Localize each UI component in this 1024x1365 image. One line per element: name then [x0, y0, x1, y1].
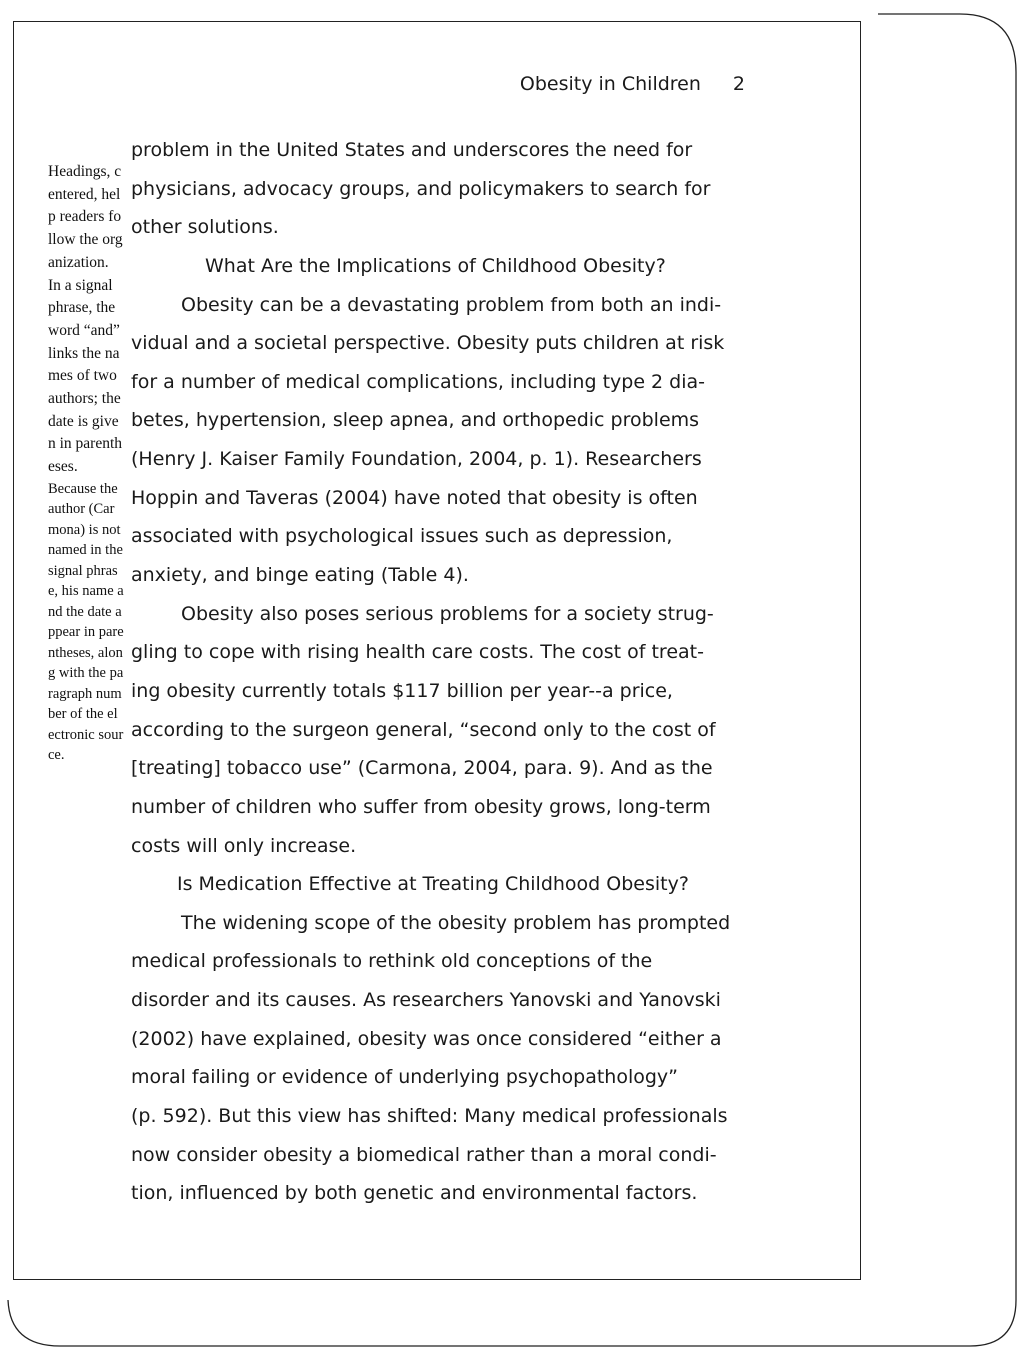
- body-line: vidual and a societal perspective. Obesity puts children at risk: [131, 332, 725, 355]
- margin-note-headings: Headings, centered, help readers follow the organization.: [48, 163, 123, 271]
- body-line: problem in the United States and underscores the need for: [131, 139, 693, 161]
- body-line: moral failing or evidence of underlying psychopathology”: [131, 1066, 679, 1089]
- document-page: [13, 21, 861, 1280]
- body-line: according to the surgeon general, “second only to the cost of: [131, 718, 716, 741]
- running-head-title: Obesity in Children: [519, 73, 701, 95]
- body-line: (Henry J. Kaiser Family Foundation, 2004, p. 1). Researchers: [131, 448, 702, 471]
- margin-annotations: [48, 161, 124, 766]
- body-line: gling to cope with rising health care costs. The cost of treat-: [131, 641, 704, 664]
- body-line: Obesity can be a devastating problem from both an indi-: [181, 293, 722, 316]
- margin-note-citation: Because the author (Carmona) is not named in the signal phrase, his name and the date appear in parentheses, along with the paragraph number of the electronic source.: [48, 480, 124, 764]
- section-heading-medication: Is Medication Effective at Treating Childhood Obesity?: [177, 873, 689, 896]
- body-line: The widening scope of the obesity problem has prompted: [181, 911, 731, 934]
- body-line: medical professionals to rethink old conceptions of the: [131, 950, 653, 973]
- body-line: number of children who suffer from obesity grows, long-term: [131, 795, 711, 818]
- body-text: [131, 131, 771, 1213]
- body-line: [treating] tobacco use” (Carmona, 2004, para. 9). And as the: [131, 757, 713, 780]
- body-line: (2002) have explained, obesity was once considered “either a: [131, 1027, 722, 1050]
- body-line: (p. 592). But this view has shifted: Many medical professionals: [131, 1105, 728, 1128]
- body-line: ing obesity currently totals $117 billion per year--a price,: [131, 679, 673, 702]
- body-line: now consider obesity a biomedical rather than a moral condi-: [131, 1143, 717, 1166]
- body-line: anxiety, and binge eating (Table 4).: [131, 564, 469, 587]
- running-head: [520, 73, 745, 95]
- body-line: costs will only increase.: [131, 834, 357, 857]
- body-line: other solutions.: [131, 216, 279, 239]
- body-line: physicians, advocacy groups, and policymakers to search for: [131, 177, 711, 200]
- body-line: for a number of medical complications, including type 2 dia-: [131, 370, 706, 393]
- page-number: 2: [732, 73, 745, 95]
- body-line: Hoppin and Taveras (2004) have noted that obesity is often: [131, 486, 698, 509]
- section-heading-implications: What Are the Implications of Childhood Obesity?: [205, 254, 666, 277]
- body-line: disorder and its causes. As researchers Yanovski and Yanovski: [131, 989, 721, 1012]
- body-line: betes, hypertension, sleep apnea, and orthopedic problems: [131, 409, 700, 432]
- body-line: Obesity also poses serious problems for a society strug-: [181, 602, 714, 625]
- body-line: tion, influenced by both genetic and environmental factors.: [131, 1182, 698, 1205]
- margin-note-signal-phrase: In a signal phrase, the word “and” links the names of two authors; the date is given in parentheses.: [48, 276, 123, 476]
- body-line: associated with psychological issues such as depression,: [131, 525, 673, 548]
